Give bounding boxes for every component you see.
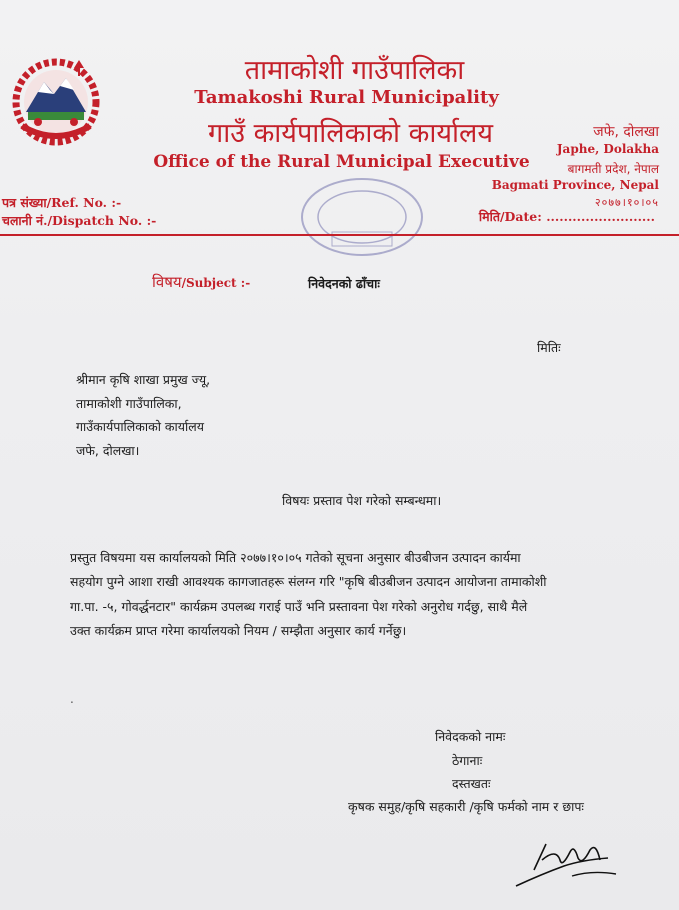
applicant-address-label: ठेगानाः	[452, 753, 483, 768]
office-name-en: Office of the Rural Municipal Executive	[153, 152, 530, 172]
header-date-label: मिति/Date: .........................	[478, 209, 655, 224]
recipient-line: श्रीमान कृषि शाखा प्रमुख ज्यू,	[76, 372, 211, 387]
province-np: बागमती प्रदेश, नेपाल	[567, 162, 659, 176]
applicant-signature-label: दस्तखतः	[452, 776, 491, 791]
subject-label	[152, 272, 250, 292]
header-divider	[0, 234, 679, 236]
office-name-np: गाउँ कार्यपालिकाको कार्यालय	[208, 118, 493, 149]
subject-label-en: /Subject :-	[181, 276, 251, 290]
address-np: जफे, दोलखा	[593, 124, 659, 140]
address-en: Japhe, Dolakha	[556, 142, 659, 156]
subject-value: निवेदनको ढाँचाः	[308, 276, 380, 291]
office-stamp-icon	[292, 172, 432, 262]
ref-number-label: पत्र संख्या/Ref. No. :-	[2, 195, 122, 210]
letter-subject-line: विषयः प्रस्ताव पेश गरेको सम्बन्धमा।	[282, 493, 442, 508]
applicant-name-label: निवेदकको नामः	[435, 729, 506, 744]
recipient-line: गाउँकार्यपालिकाको कार्यालय	[76, 419, 204, 434]
dispatch-number-label: चलानी नं./Dispatch No. :-	[2, 213, 157, 228]
recipient-line: जफे, दोलखा।	[76, 443, 140, 458]
province-en: Bagmati Province, Nepal	[491, 178, 659, 192]
org-name-en: Tamakoshi Rural Municipality	[194, 87, 499, 108]
body-line: प्रस्तुत विषयमा यस कार्यालयको मिति २०७७।१०।०५ गतेको सूचना अनुसार बीउबीजन उत्पादन कार्यमा	[70, 550, 521, 565]
body-line: सहयोग पुग्ने आशा राखी आवश्यक कागजातहरू संलग्न गरि "कृषि बीउबीजन उत्पादन आयोजना तामाकोशी	[70, 574, 547, 589]
stray-dot: .	[70, 692, 74, 706]
org-name-np: तामाकोशी गाउँपालिका	[244, 55, 465, 86]
header-date-code: २०७७।१०।०५	[594, 196, 659, 209]
letter-date-label: मितिः	[537, 340, 561, 355]
body-line: उक्त कार्यक्रम प्राप्त गरेमा कार्यालयको नियम / सम्झैता अनुसार कार्य गर्नेछु।	[70, 623, 407, 638]
group-name-stamp-label: कृषक समुह/कृषि सहकारी /कृषि फर्मको नाम र छापः	[348, 799, 584, 814]
body-line: गा.पा. -५, गोवर्द्धनटार" कार्यक्रम उपलब्ध गराई पाउँ भनि प्रस्तावना पेश गरेको अनुरोध गर्दछु, साथै मैले	[70, 599, 528, 614]
recipient-line: तामाकोशी गाउँपालिका,	[76, 396, 182, 411]
subject-label-np: विषय	[152, 273, 182, 291]
handwritten-signature-icon	[512, 830, 622, 892]
